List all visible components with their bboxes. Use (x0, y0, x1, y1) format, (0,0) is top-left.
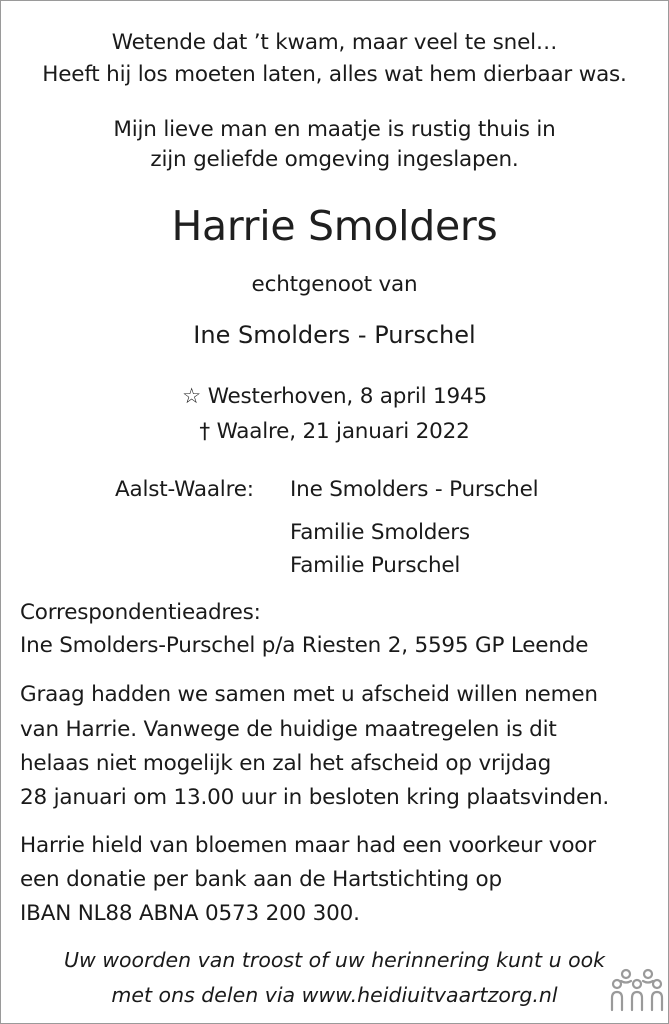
intro-line-2: zijn geliefde omgeving ingeslapen. (150, 147, 519, 172)
verse-line-1: Wetende dat ’t kwam, maar veel te snel… (111, 30, 558, 55)
farewell-line-4: 28 januari om 13.00 uur in besloten kring plaatsvinden. (20, 785, 610, 810)
family-member-1: Ine Smolders - Purschel (290, 477, 539, 502)
birth-line: ☆ Westerhoven, 8 april 1945 (182, 384, 487, 409)
farewell-line-3: helaas niet mogelijk en zal het afscheid op vrijdag (20, 751, 552, 776)
farewell-line-1: Graag hadden we samen met u afscheid willen nemen (20, 682, 598, 707)
donation-line-2: een donatie per bank aan de Hartstichting op (20, 867, 502, 892)
donation-line-1: Harrie hield van bloemen maar had een voorkeur voor (20, 833, 596, 858)
family-location: Aalst-Waalre: (115, 477, 254, 502)
deceased-name: Harrie Smolders (171, 202, 498, 250)
correspondence-address: Ine Smolders-Purschel p/a Riesten 2, 5595 GP Leende (20, 633, 589, 658)
donation-line-3: IBAN NL88 ABNA 0573 200 300. (20, 901, 360, 926)
family-member-3: Familie Purschel (290, 553, 461, 578)
family-member-2: Familie Smolders (290, 520, 470, 545)
farewell-line-2: van Harrie. Vanwege de huidige maatregelen is dit (20, 717, 557, 742)
spouse-name: Ine Smolders - Purschel (193, 321, 476, 349)
relation-text: echtgenoot van (251, 272, 418, 297)
closing-line-2: met ons delen via www.heidiuitvaartzorg.nl (111, 983, 558, 1007)
verse-line-2: Heeft hij los moeten laten, alles wat hem dierbaar was. (42, 62, 627, 87)
closing-line-1: Uw woorden van troost of uw herinnering kunt u ook (63, 948, 606, 972)
people-group-icon (610, 968, 664, 1012)
intro-line-1: Mijn lieve man en maatje is rustig thuis in (113, 117, 556, 142)
death-line: † Waalre, 21 januari 2022 (199, 419, 470, 444)
correspondence-label: Correspondentieadres: (20, 600, 261, 625)
